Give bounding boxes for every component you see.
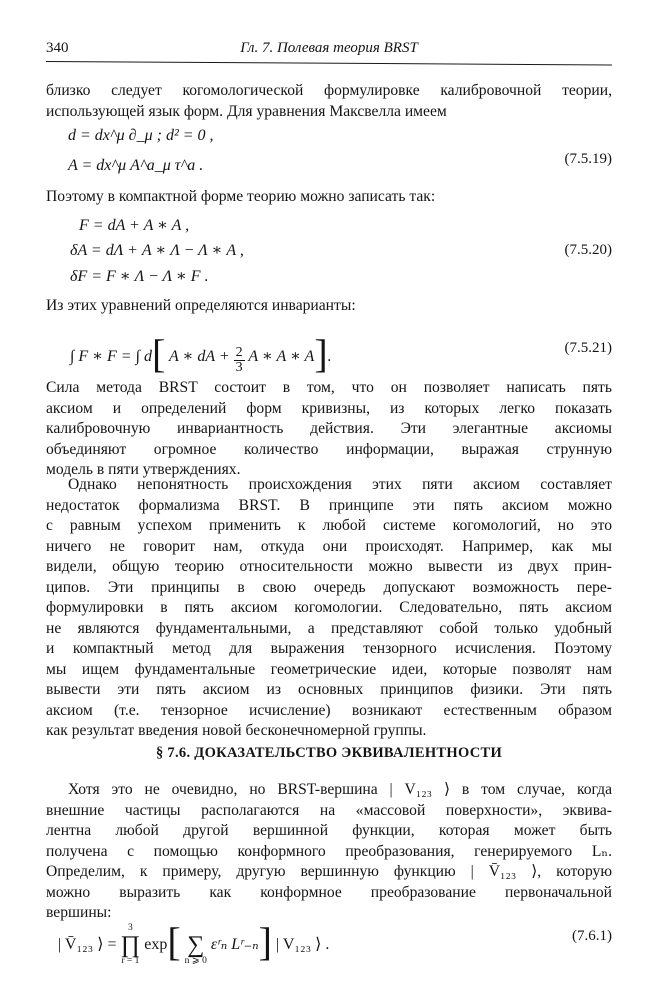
section-title: § 7.6. ДОКАЗАТЕЛЬСТВО ЭКВИВАЛЕНТНОСТИ <box>155 745 503 761</box>
equation-number: (7.5.19) <box>564 151 612 167</box>
equation-7-5-19-line1: d = dx^μ ∂_μ ; d² = 0 , <box>68 127 214 144</box>
text-line: не являются фундаментальными, а представляют собой только удобный <box>46 619 612 637</box>
product-lower-limit: r = 1 <box>121 956 140 966</box>
text-line: аксиом (т.е. тензорное исчисление) возникают естественным образом <box>46 701 612 719</box>
right-bracket: ] <box>258 919 272 964</box>
equation-7-5-19-line2: A = dx^μ A^a_μ τ^a . <box>68 157 204 174</box>
header-rule <box>46 61 612 65</box>
equation-term: A ∗ A ∗ A <box>248 348 315 365</box>
text-line: Определим, к примеру, другую вершинную функцию | V̄₁₂₃ ⟩, которую <box>46 863 612 880</box>
equation-term: A ∗ dA + <box>169 348 230 365</box>
text-line: Однако непонятность происхождения этих пяти аксиом составляет <box>68 476 612 493</box>
text-line: близко следует когомологической формулировке калибровочной теории, <box>46 82 612 99</box>
paragraph-power <box>46 378 612 481</box>
fraction <box>234 346 245 375</box>
text-line: калибровочную инвариантность действия. Эти элегантные аксиомы <box>46 420 612 437</box>
equation-lhs: | V̄₁₂₃ ⟩ = <box>58 936 117 953</box>
paragraph-section <box>46 780 612 924</box>
text-line: как результат введения новой бесконечномерной группы. <box>46 722 427 739</box>
text-line: модель в пяти утверждениях. <box>46 461 241 478</box>
equation-7-6-1 <box>58 918 329 967</box>
text-line: аксиом и определений форм кривизны, из которых легко показать <box>46 399 612 417</box>
sum-operator: ∑ n ⩾ 0 <box>184 932 207 966</box>
paragraph-however <box>46 475 612 742</box>
text-line: формулировки в пять аксиом когомологии. Следовательно, пять аксиом <box>46 599 612 616</box>
text-line: вывести эти пять аксиом из основных принципов физики. Эти пять <box>46 681 612 698</box>
paragraph-invariants: Из этих уравнений определяются инварианты: <box>46 297 356 314</box>
exp-function: exp <box>144 936 168 953</box>
text-line: мы ищем фундаментальные геометрические идеи, которые позволят нам <box>46 660 612 678</box>
text-line: лентна любой другой вершинной функции, которая может быть <box>46 822 612 839</box>
product-operator: 3 ∏ r = 1 <box>120 923 141 966</box>
text-line: объединяют огромное количество информации, выражая струнную <box>46 440 612 458</box>
product-upper-limit: 3 <box>127 923 133 933</box>
page-header <box>46 40 612 60</box>
equation-lhs: ∫ F ∗ F = ∫ d <box>70 348 152 365</box>
text-line: недостаток формализма BRST. В принципе эти пять аксиом можно <box>46 496 612 514</box>
equation-7-5-20-line1: F = dA + A ∗ A , <box>79 217 190 234</box>
left-bracket: [ <box>167 919 181 964</box>
right-bracket: ] <box>314 331 328 376</box>
fraction-denominator: 3 <box>235 360 243 375</box>
running-title: Гл. 7. Полевая теория BRST <box>240 40 418 56</box>
paragraph-intro <box>46 81 612 122</box>
equation-rhs: | V₁₂₃ ⟩ . <box>275 936 330 953</box>
equation-7-5-21: ∫ F ∗ F = ∫ d[ A ∗ dA + $\frac{2}{3}$ A ∗ A ∗ A]. <box>70 331 332 376</box>
fraction-numerator: 2 <box>235 345 243 360</box>
equation-number: (7.6.1) <box>572 928 612 944</box>
text-line: использующей язык форм. Для уравнения Максвелла имеем <box>46 102 447 120</box>
text-line: внешние частицы располагаются на «массовой поверхности», эквива- <box>46 801 612 819</box>
text-line: ничего не говорит нам, откуда они происходят. Например, как мы <box>46 537 612 555</box>
text-line: получена с помощью конформного преобразования, генерируемого Lₙ. <box>46 842 612 860</box>
equation-number: (7.5.20) <box>564 242 612 258</box>
text-line: можно выразить как конформное преобразование первоначальной <box>46 883 612 901</box>
text-line: ципов. Эти принципы в свою очередь допускают возможность пере- <box>46 578 612 596</box>
text-line: и компактный метод для выражения тензорного исчисления. Поэтому <box>46 640 612 657</box>
text-line: Сила метода BRST состоит в том, что он позволяет написать пять <box>46 379 612 396</box>
equation-number: (7.5.21) <box>564 340 612 356</box>
text-line: видели, общую теорию относительности можно вывести из двух прин- <box>46 558 612 575</box>
equation-7-5-20-line2: δA = dΛ + A ∗ Λ − Λ ∗ A , <box>70 242 244 259</box>
page-number: 340 <box>46 40 69 56</box>
left-bracket: [ <box>151 331 166 376</box>
text-line: Хотя это не очевидно, но BRST-вершина | V₁₂₃ ⟩ в том случае, когда <box>68 781 612 798</box>
text-line: с равным успехом применить к любой системе когомологий, но это <box>46 517 612 534</box>
equation-7-5-20-line3: δF = F ∗ Λ − Λ ∗ F . <box>70 268 209 285</box>
text-line: вершины: <box>46 904 112 921</box>
paragraph-compact: Поэтому в компактной форме теорию можно записать так: <box>46 188 436 205</box>
sum-lower-limit: n ⩾ 0 <box>184 956 207 966</box>
equation-term: εʳₙ Lʳ₋ₙ <box>210 936 259 953</box>
